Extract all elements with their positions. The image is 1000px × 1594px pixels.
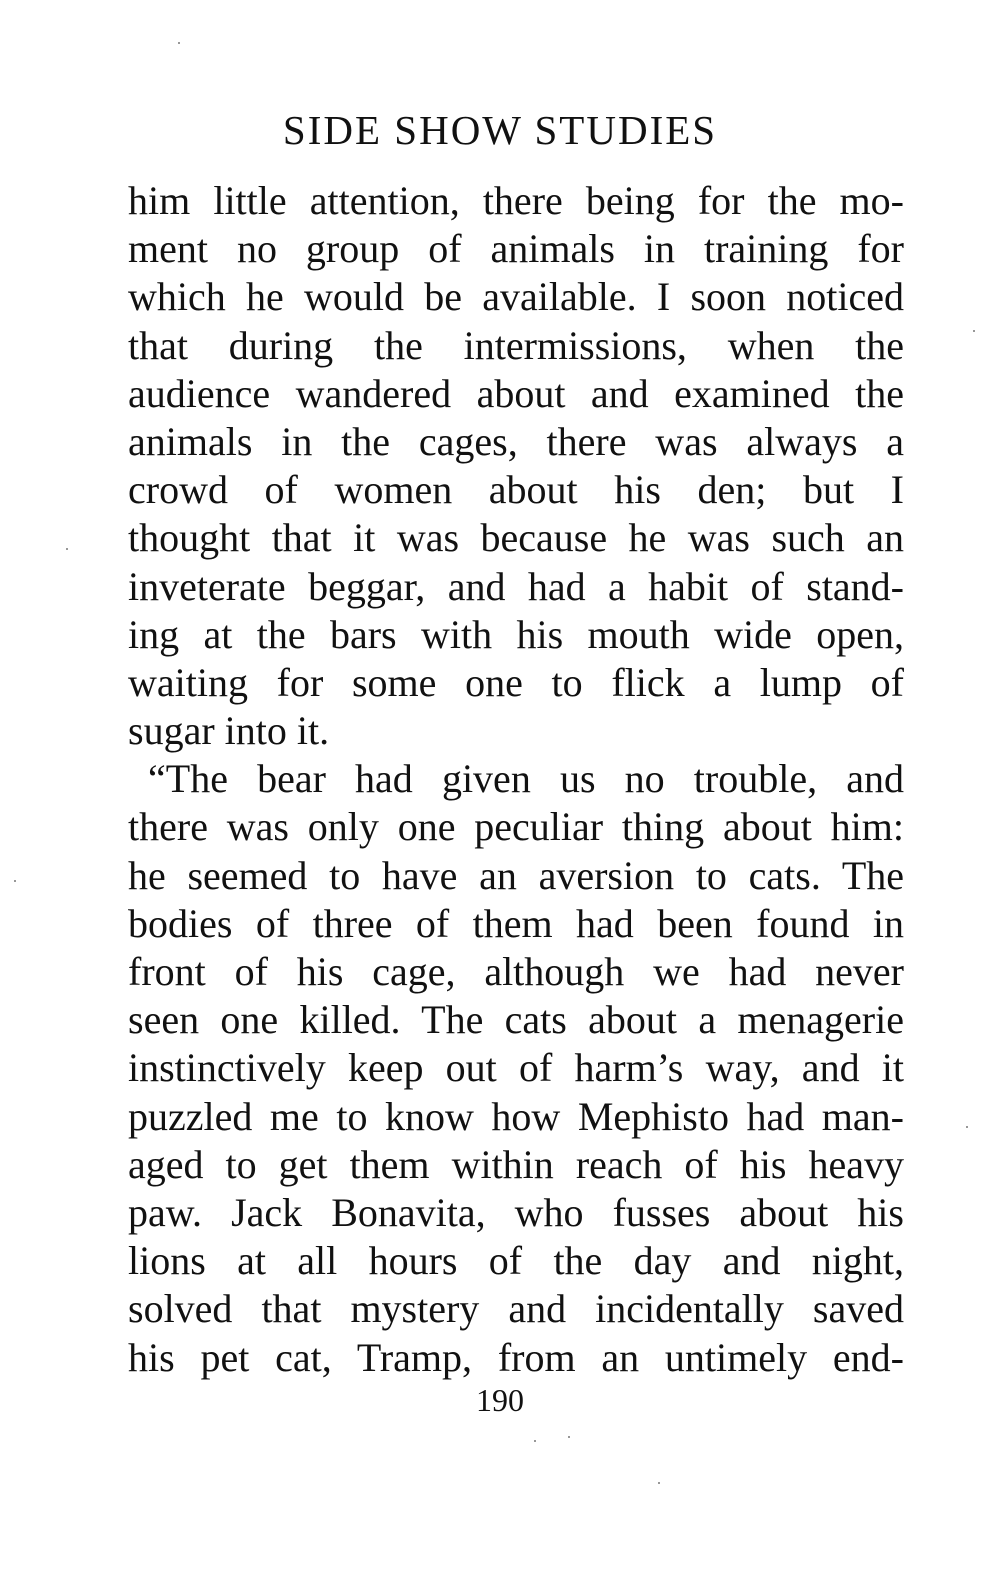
text-line: solved that mystery and incidentally saved: [128, 1286, 904, 1332]
scan-speck: [14, 880, 16, 882]
text-line: paw. Jack Bonavita, who fusses about his: [128, 1189, 904, 1235]
text-line: his pet cat, Tramp, from an untimely end-: [128, 1334, 904, 1380]
text-line: crowd of women about his den; but I: [128, 467, 904, 513]
text-line: he seemed to have an aversion to cats. The: [128, 852, 904, 898]
scan-speck: [966, 1126, 968, 1128]
text-line: thought that it was because he was such an: [128, 515, 904, 561]
body-text: [128, 177, 904, 1382]
scan-speck: [178, 42, 180, 44]
text-line: seen one killed. The cats about a menagerie: [128, 997, 904, 1043]
page-number: 190: [476, 1382, 524, 1418]
text-line: instinctively keep out of harm’s way, and it: [128, 1045, 904, 1091]
text-line: audience wandered about and examined the: [128, 370, 904, 416]
text-line: which he would be available. I soon noticed: [128, 274, 904, 320]
scan-speck: [658, 1482, 660, 1484]
scan-speck: [534, 1440, 536, 1442]
text-line: that during the intermissions, when the: [128, 322, 904, 368]
text-line: inveterate beggar, and had a habit of stand-: [128, 563, 904, 609]
scan-speck: [66, 548, 68, 550]
paragraph-end-line: sugar into it.: [128, 708, 330, 754]
text-line: ing at the bars with his mouth wide open,: [128, 611, 904, 657]
text-line: aged to get them within reach of his heavy: [128, 1141, 904, 1187]
paragraph-start-line: “The bear had given us no trouble, and: [148, 756, 904, 802]
text-line: puzzled me to know how Mephisto had man-: [128, 1093, 904, 1139]
text-line: lions at all hours of the day and night,: [128, 1238, 904, 1284]
running-head: SIDE SHOW STUDIES: [282, 107, 718, 153]
text-line: bodies of three of them had been found in: [128, 900, 904, 946]
text-line: waiting for some one to flick a lump of: [128, 659, 904, 705]
scan-speck: [568, 1436, 570, 1438]
text-line: front of his cage, although we had never: [128, 949, 904, 994]
text-line: there was only one peculiar thing about him:: [128, 804, 904, 850]
text-line: him little attention, there being for the mo-: [128, 178, 904, 223]
text-line: animals in the cages, there was always a: [128, 418, 904, 464]
scan-speck: [973, 330, 975, 332]
text-line: ment no group of animals in training for: [128, 226, 904, 272]
